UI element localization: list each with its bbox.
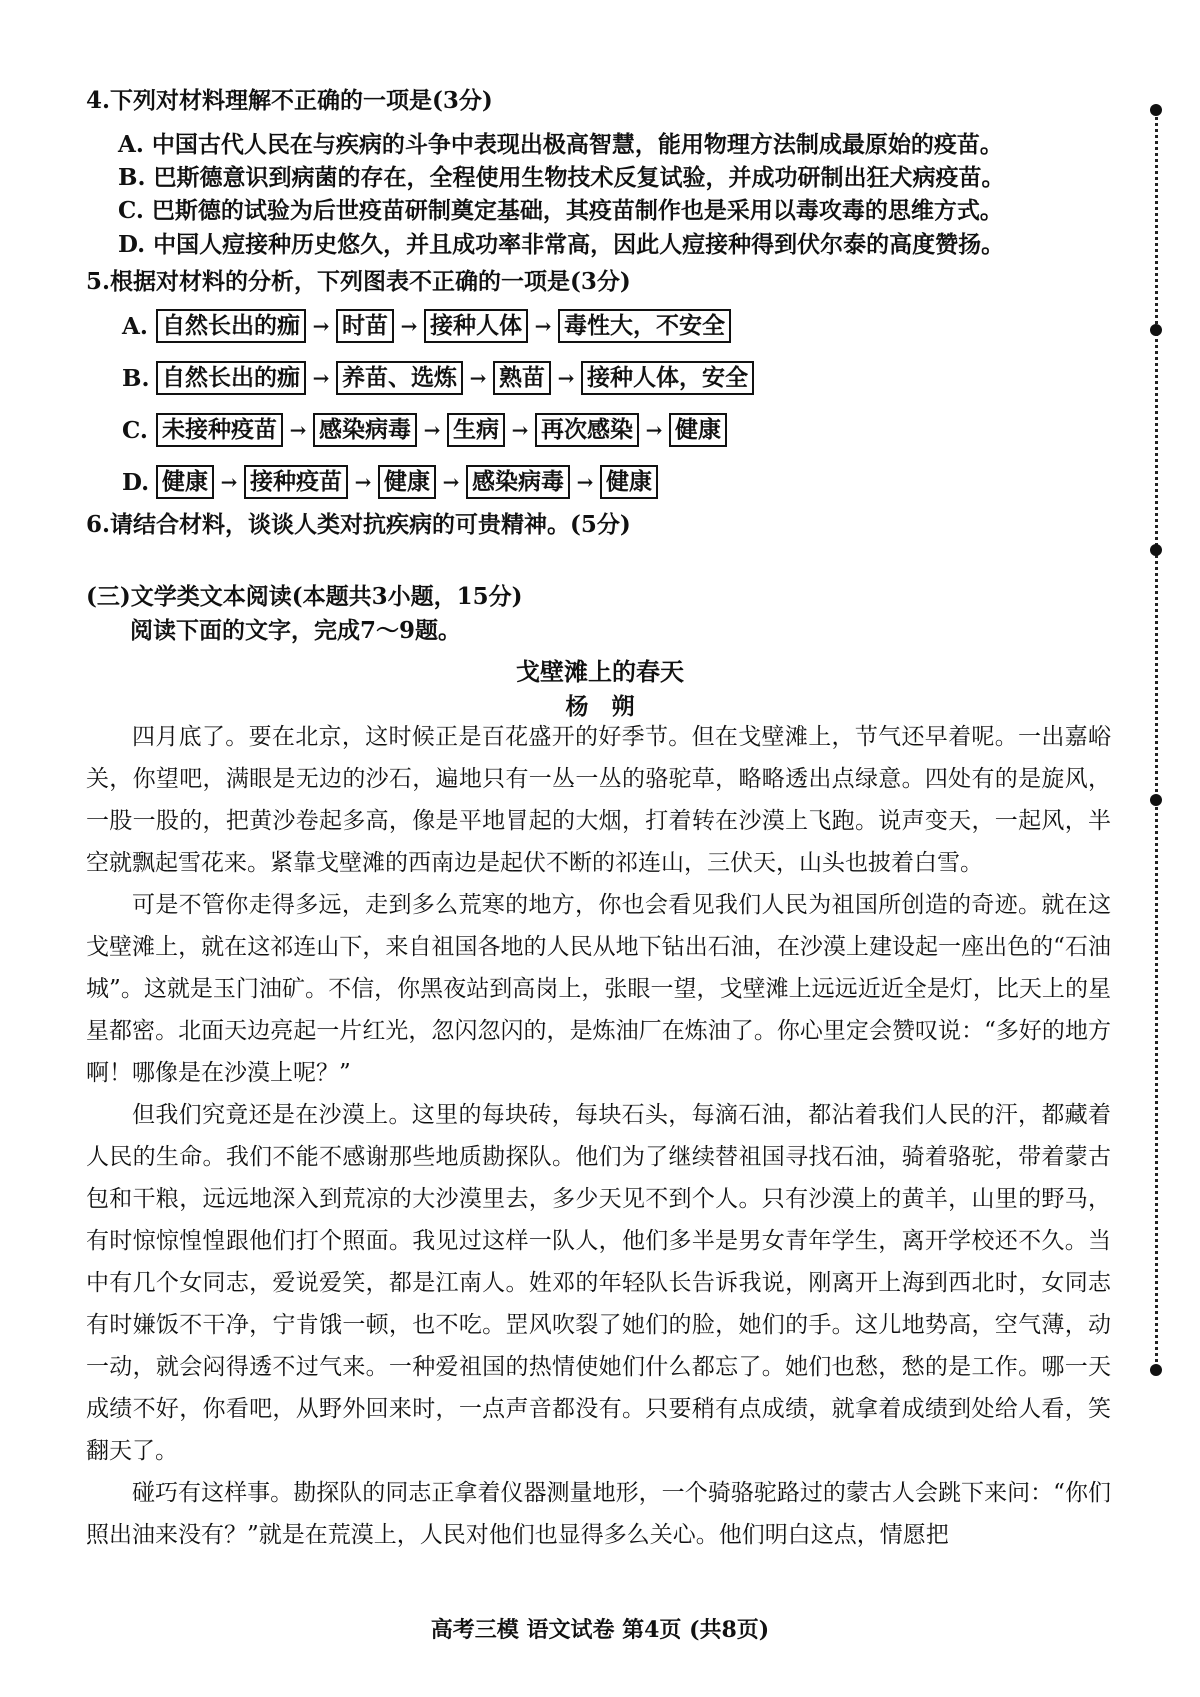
- article-paragraph: 可是不管你走得多远，走到多么荒寒的地方，你也会看见我们人民为祖国所创造的奇迹。就在这戈壁滩上，就在这祁连山下，来自祖国各地的人民从地下钻出石油，在沙漠上建设起一座出色的“石油城”。这就是玉门油矿。不信，你黑夜站到高岗上，张眼一望，戈壁滩上远远近近全是灯，比天上的星星都密。北面天边亮起一片红光，忽闪忽闪的，是炼油厂在炼油了。你心里定会赞叹说：“多好的地方啊！哪像是在沙漠上呢？”: [86, 892, 1111, 1086]
- question-5-option-d: [122, 465, 658, 499]
- binding-dot-icon: [1150, 544, 1162, 556]
- option-letter: A.: [122, 312, 148, 340]
- arrow-right-icon: →: [289, 418, 307, 442]
- binding-dot-icon: [1150, 104, 1162, 116]
- flow-step: 健康: [669, 413, 727, 447]
- flow-step: 自然长出的痂: [156, 361, 306, 395]
- arrow-right-icon: →: [423, 418, 441, 442]
- article-paragraph: 但我们究竟还是在沙漠上。这里的每块砖，每块石头，每滴石油，都沾着我们人民的汗，都藏着人民的生命。我们不能不感谢那些地质勘探队。他们为了继续替祖国寻找石油，骑着骆驼，带着蒙古包和干粮，远远地深入到荒凉的大沙漠里去，多少天见不到个人。只有沙漠上的黄羊，山里的野马，有时惊惊惶惶跟他们打个照面。我见过这样一队人，他们多半是男女青年学生，离开学校还不久。当中有几个女同志，爱说爱笑，都是江南人。姓邓的年轻队长告诉我说，刚离开上海到西北时，女同志有时嫌饭不干净，宁肯饿一顿，也不吃。罡风吹裂了她们的脸，她们的手。这儿地势高，空气薄，动一动，就会闷得透不过气来。一种爱祖国的热情使她们什么都忘了。她们也愁，愁的是工作。哪一天成绩不好，你看吧，从野外回来时，一点声音都没有。只要稍有点成绩，就拿着成绩到处给人看，笑翻天了。: [86, 1102, 1111, 1464]
- flow-step: 再次感染: [535, 413, 639, 447]
- binding-dot-icon: [1150, 1364, 1162, 1376]
- flow-step: 感染病毒: [466, 465, 570, 499]
- arrow-right-icon: →: [534, 314, 552, 338]
- flow-step: 健康: [600, 465, 658, 499]
- arrow-right-icon: →: [557, 366, 575, 390]
- question-4-option-b: B. 巴斯德意识到病菌的存在，全程使用生物技术反复试验，并成功研制出狂犬病疫苗。: [118, 164, 1005, 191]
- flow-step: 感染病毒: [313, 413, 417, 447]
- question-5-option-b: [122, 361, 754, 395]
- question-5-stem: 5.根据对材料的分析，下列图表不正确的一项是(3分): [86, 268, 631, 295]
- flow-step: 毒性大，不安全: [558, 309, 731, 343]
- article-body: [86, 716, 1111, 1556]
- arrow-right-icon: →: [469, 366, 487, 390]
- flow-step: 自然长出的痂: [156, 309, 306, 343]
- section-instruction: 阅读下面的文字，完成7～9题。: [130, 617, 462, 644]
- question-4-stem: 4.下列对材料理解不正确的一项是(3分): [86, 87, 493, 114]
- article-author: 杨 朔: [565, 693, 635, 720]
- option-letter: C.: [122, 416, 148, 444]
- flow-step: 生病: [447, 413, 505, 447]
- binding-dot-icon: [1150, 324, 1162, 336]
- arrow-right-icon: →: [645, 418, 663, 442]
- arrow-right-icon: →: [312, 366, 330, 390]
- binding-dot-icon: [1150, 794, 1162, 806]
- arrow-right-icon: →: [442, 470, 460, 494]
- section-heading: (三)文学类文本阅读(本题共3小题，15分): [86, 583, 523, 610]
- page-footer: 高考三模 语文试卷 第4页 (共8页): [430, 1617, 770, 1643]
- flow-step: 养苗、选炼: [336, 361, 463, 395]
- arrow-right-icon: →: [354, 470, 372, 494]
- question-4-option-a: A. 中国古代人民在与疾病的斗争中表现出极高智慧，能用物理方法制成最原始的疫苗。: [118, 131, 1003, 158]
- question-5-option-a: [122, 309, 731, 343]
- arrow-right-icon: →: [511, 418, 529, 442]
- article-title: 戈壁滩上的春天: [516, 657, 684, 686]
- article-paragraph: 碰巧有这样事。勘探队的同志正拿着仪器测量地形，一个骑骆驼路过的蒙古人会跳下来问：“你们照出油来没有？”就是在荒漠上，人民对他们也显得多么关心。他们明白这点，情愿把: [86, 1480, 1111, 1548]
- arrow-right-icon: →: [220, 470, 238, 494]
- flow-step: 接种人体: [424, 309, 528, 343]
- flow-step: 接种人体，安全: [581, 361, 754, 395]
- question-4-option-c: C. 巴斯德的试验为后世疫苗研制奠定基础，其疫苗制作也是采用以毒攻毒的思维方式。: [118, 197, 1003, 224]
- flow-step: 未接种疫苗: [156, 413, 283, 447]
- question-4-option-d: D. 中国人痘接种历史悠久，并且成功率非常高，因此人痘接种得到伏尔泰的高度赞扬。: [118, 231, 1005, 258]
- question-6-stem: 6.请结合材料，谈谈人类对抗疾病的可贵精神。(5分): [86, 511, 631, 538]
- arrow-right-icon: →: [576, 470, 594, 494]
- flow-step: 熟苗: [493, 361, 551, 395]
- option-letter: D.: [122, 468, 150, 496]
- question-5-option-c: [122, 413, 727, 447]
- flow-step: 健康: [378, 465, 436, 499]
- binding-line: [1155, 110, 1158, 1370]
- arrow-right-icon: →: [312, 314, 330, 338]
- arrow-right-icon: →: [400, 314, 418, 338]
- article-paragraph: 四月底了。要在北京，这时候正是百花盛开的好季节。但在戈壁滩上，节气还早着呢。一出嘉峪关，你望吧，满眼是无边的沙石，遍地只有一丛一丛的骆驼草，略略透出点绿意。四处有的是旋风，一股一股的，把黄沙卷起多高，像是平地冒起的大烟，打着转在沙漠上飞跑。说声变天，一起风，半空就飘起雪花来。紧靠戈壁滩的西南边是起伏不断的祁连山，三伏天，山头也披着白雪。: [86, 724, 1111, 876]
- option-letter: B.: [122, 364, 150, 392]
- flow-step: 健康: [156, 465, 214, 499]
- flow-step: 时苗: [336, 309, 394, 343]
- flow-step: 接种疫苗: [244, 465, 348, 499]
